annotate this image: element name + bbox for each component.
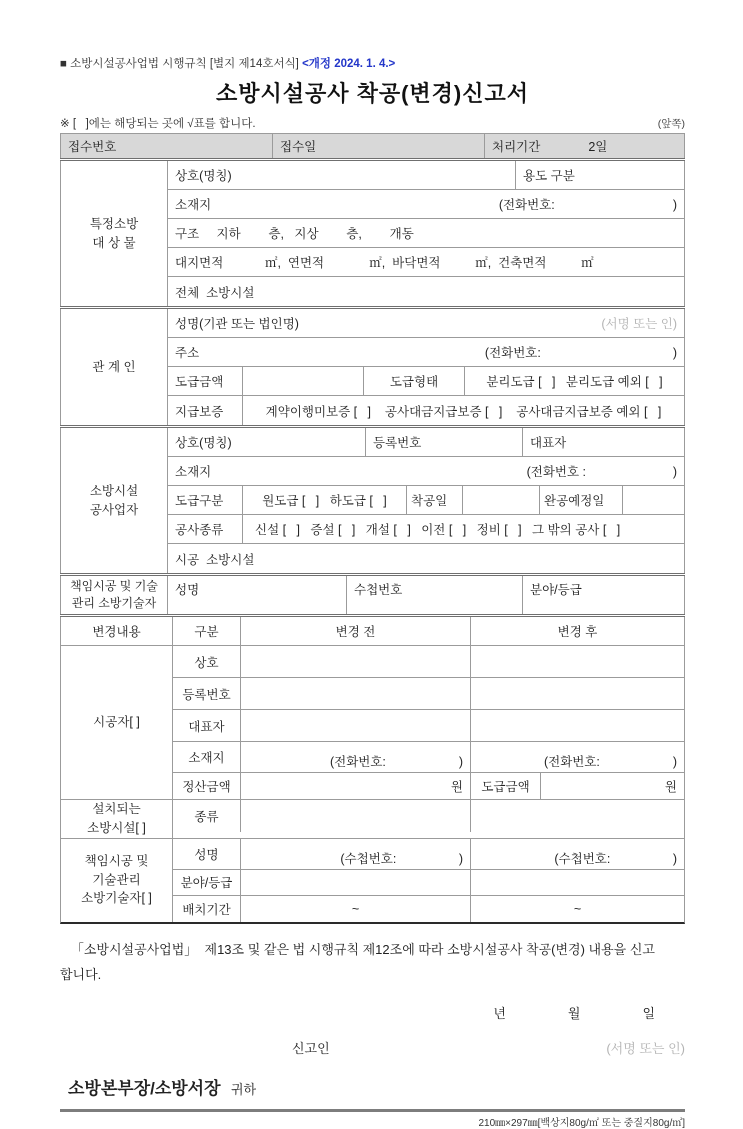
- related-person-table: [60, 309, 685, 425]
- reporter-sign-hint: (서명 또는 인): [606, 1041, 685, 1057]
- change-reg-label: 등록번호: [182, 687, 231, 702]
- builder-group-label: 시공자[ ]: [93, 715, 140, 730]
- facility-group-line1: 설치되는: [92, 802, 141, 816]
- change-contract-amount-label: 도급금액: [481, 780, 530, 794]
- contractor-company-cell: [168, 428, 366, 456]
- contractor-table: [60, 428, 685, 573]
- tech-change-group: [61, 839, 684, 922]
- recipient-title: 소방본부장/소방서장: [68, 1079, 221, 1099]
- engineer-header-line2: 관리 소방기술자: [71, 596, 157, 610]
- contract-division-cell: [168, 486, 243, 514]
- contract-division-label: 도급구분: [175, 494, 224, 508]
- change-address-cell: [173, 742, 241, 772]
- changes-header-cell: [61, 617, 173, 645]
- target-facilities-cell: [168, 277, 684, 306]
- page-side-label: (앞쪽): [657, 118, 685, 130]
- page-title: 소방시설공사 착공(변경)신고서: [215, 81, 530, 106]
- start-date-label: 착공일: [411, 494, 448, 508]
- target-property-header-line2: 대 상 물: [92, 235, 136, 250]
- owner-address-cell: [168, 338, 684, 366]
- change-contract-amount-cell: [471, 773, 541, 799]
- target-usage-cell: [516, 161, 684, 189]
- closing-statement-line2: 합니다.: [60, 966, 102, 982]
- contract-amount-cell: [168, 367, 243, 395]
- day-label: 일: [642, 1006, 655, 1022]
- contractor-reg-cell: [366, 428, 523, 456]
- target-area-cell: [168, 248, 684, 276]
- tech-name-cell: [173, 839, 241, 869]
- builder-change-group: [61, 646, 684, 800]
- payment-guarantee-label: 지급보증: [175, 404, 224, 419]
- tech-name-label: 성명: [194, 847, 219, 862]
- changes-table: [60, 617, 685, 924]
- installed-facilities-cell: [168, 544, 684, 573]
- change-ceo-label: 대표자: [188, 719, 225, 734]
- tech-grade-before: [241, 870, 471, 895]
- tilde-after: ~: [573, 901, 582, 916]
- work-type-label: 공사종류: [175, 523, 224, 537]
- tech-name-after: [471, 839, 684, 869]
- contractor-address-label: 소재지: [175, 465, 212, 479]
- start-date-cell: [407, 486, 463, 514]
- change-ceo-cell: [173, 710, 241, 741]
- contract-type-options: 분리도급 [ ] 분리도급 예외 [ ]: [486, 375, 663, 389]
- builder-group-header: [61, 646, 173, 799]
- target-property-header-line1: 특정소방: [89, 217, 139, 232]
- closing-statement-line1: 「소방시설공사업법」 제13조 및 같은 법 시행규칙 제12조에 따라 소방시설공사 착공(변경) 내용을 신고: [60, 941, 655, 957]
- target-address-label: 소재지: [175, 198, 212, 212]
- processing-period-cell: [485, 134, 684, 158]
- closing-statement: [60, 937, 685, 988]
- payment-guarantee-options: 계약이행미보증 [ ] 공사대금지급보증 [ ] 공사대금지급보증 예외 [ ]: [265, 404, 662, 419]
- payment-guarantee-options-cell: [243, 396, 684, 425]
- facility-group-line2: 소방시설[ ]: [87, 820, 146, 835]
- engineer-header: [61, 576, 168, 614]
- tech-group-line2: 기술관리: [92, 872, 141, 887]
- target-address-cell: [168, 190, 684, 218]
- change-company-after: [471, 646, 684, 677]
- contract-amount-value: [243, 367, 364, 395]
- year-label: 년: [493, 1006, 506, 1022]
- engineer-grade-cell: [523, 576, 684, 614]
- contractor-address-cell: [168, 457, 684, 485]
- contract-division-options: 원도급 [ ] 하도급 [ ]: [262, 494, 387, 508]
- contractor-ceo-label: 대표자: [530, 436, 567, 450]
- target-company-cell: [168, 161, 516, 189]
- finish-date-cell: [540, 486, 623, 514]
- receipt-date-label: 접수일: [280, 140, 317, 154]
- owner-name-label: 성명(기관 또는 법인명): [175, 317, 299, 331]
- contractor-header-line2: 공사업자: [89, 502, 139, 517]
- installed-facilities-label: 시공 소방시설: [175, 552, 255, 567]
- tech-group-line3: 소방기술자[ ]: [81, 891, 152, 906]
- change-contract-amount-after: [541, 773, 684, 799]
- revision-note: <개정 2024. 1. 4.>: [302, 58, 396, 70]
- receipt-number-label: 접수번호: [68, 140, 117, 154]
- change-phone-before-hint: (전화번호: ): [329, 755, 463, 769]
- tech-book-before-hint: (수첩번호: ): [340, 851, 463, 866]
- contractor-phone-hint: (전화번호 : ): [526, 465, 677, 479]
- date-line: [60, 1003, 685, 1022]
- receipt-date-cell: [273, 134, 485, 158]
- owner-address-label: 주소: [175, 346, 200, 360]
- tech-period-label: 배치기간: [182, 902, 231, 917]
- facility-change-group: [61, 800, 684, 839]
- contractor-ceo-cell: [523, 428, 684, 456]
- change-reg-after: [471, 678, 684, 709]
- tech-group-line1: 책임시공 및: [84, 853, 149, 868]
- change-company-label: 상호: [194, 655, 219, 670]
- target-usage-label: 용도 구분: [523, 169, 575, 183]
- work-type-options: 신설 [ ] 증설 [ ] 개설 [ ] 이전 [ ] 정비 [ ] 그 밖의 공사 [ ]: [255, 523, 621, 537]
- form-reference-note: [60, 55, 685, 71]
- contract-type-cell: [364, 367, 465, 395]
- owner-sign-hint: (서명 또는 인): [601, 317, 677, 331]
- changes-after-label: 변경 후: [557, 625, 598, 639]
- related-person-header-label: 관 계 인: [92, 359, 136, 374]
- facility-kind-before: [241, 800, 471, 832]
- facility-group-header: [61, 800, 173, 838]
- work-type-options-cell: [243, 515, 684, 543]
- processing-period-label: 처리기간: [492, 140, 541, 154]
- contract-type-label: 도급형태: [389, 375, 439, 389]
- engineer-table: [60, 576, 685, 614]
- changes-after-cell: [471, 617, 684, 645]
- target-phone-hint: (전화번호: ): [498, 198, 677, 212]
- target-structure-cell: [168, 219, 684, 247]
- contractor-company-label: 상호(명칭): [175, 436, 232, 450]
- contract-division-options-cell: [243, 486, 407, 514]
- facility-kind-cell: [173, 800, 241, 832]
- tilde-before: ~: [351, 901, 360, 916]
- recipient-suffix: 귀하: [230, 1082, 257, 1098]
- engineer-header-line1: 책임시공 및 기술: [70, 578, 158, 593]
- change-reg-cell: [173, 678, 241, 709]
- target-property-header: [61, 161, 168, 306]
- change-ceo-after: [471, 710, 684, 741]
- owner-name-cell: [168, 309, 684, 337]
- finish-date-label: 완공예정일: [544, 494, 605, 508]
- changes-category-cell: [173, 617, 241, 645]
- tech-name-before: [241, 839, 471, 869]
- paper-spec-note: 210㎜×297㎜[백상지80g/㎡ 또는 중질지80g/㎡]: [478, 1118, 685, 1129]
- changes-header-label: 변경내용: [92, 625, 141, 639]
- facility-kind-after: [471, 800, 684, 832]
- changes-category-label: 구분: [194, 625, 219, 639]
- work-type-cell: [168, 515, 243, 543]
- target-structure-label: 구조 지하 층, 지상 층, 개동: [175, 227, 414, 241]
- tech-grade-after: [471, 870, 684, 895]
- won-before-label: 원: [450, 780, 463, 794]
- start-date-value: [463, 486, 540, 514]
- contractor-header-line1: 소방시설: [89, 484, 139, 499]
- contract-type-options-cell: [465, 367, 684, 395]
- change-company-cell: [173, 646, 241, 677]
- change-address-before: [241, 742, 471, 772]
- tech-group-header: [61, 839, 173, 922]
- changes-before-cell: [241, 617, 471, 645]
- change-address-after: [471, 742, 684, 772]
- engineer-book-cell: [347, 576, 523, 614]
- bottom-rule: [60, 1109, 685, 1112]
- facility-kind-label: 종류: [194, 810, 219, 824]
- target-company-label: 상호(명칭): [175, 169, 232, 183]
- engineer-book-label: 수첩번호: [354, 583, 403, 597]
- change-reg-before: [241, 678, 471, 709]
- change-company-before: [241, 646, 471, 677]
- engineer-name-cell: [168, 576, 347, 614]
- settle-amount-before: [241, 773, 471, 799]
- reporter-label: 신고인: [292, 1041, 330, 1057]
- tech-period-before: [241, 896, 471, 922]
- owner-phone-hint: (전화번호: ): [484, 346, 677, 360]
- processing-period-value: 2일: [588, 140, 608, 154]
- finish-date-value: [623, 486, 684, 514]
- change-phone-after-hint: (전화번호: ): [543, 755, 677, 769]
- tech-period-after: [471, 896, 684, 922]
- tech-grade-cell: [173, 870, 241, 895]
- contractor-reg-label: 등록번호: [373, 436, 422, 450]
- target-property-table: [60, 161, 685, 306]
- form-reference-text: ■ 소방시설공사업법 시행규칙 [별지 제14호서식]: [60, 58, 299, 70]
- tech-book-after-hint: (수첩번호: ): [554, 851, 677, 866]
- contract-amount-label: 도급금액: [175, 375, 224, 389]
- receipt-number-cell: [61, 134, 273, 158]
- won-after-label: 원: [664, 780, 677, 794]
- receipt-strip: [60, 133, 685, 158]
- contractor-header: [61, 428, 168, 573]
- tech-grade-label: 분야/등급: [180, 876, 233, 890]
- recipient-line: [68, 1074, 685, 1099]
- change-address-label: 소재지: [188, 751, 225, 765]
- engineer-name-label: 성명: [175, 583, 200, 597]
- reporter-line: [60, 1038, 685, 1057]
- month-label: 월: [567, 1006, 581, 1022]
- change-ceo-before: [241, 710, 471, 741]
- settle-amount-cell: [173, 773, 241, 799]
- tech-period-cell: [173, 896, 241, 922]
- checkbox-instruction: ※ [ ]에는 해당되는 곳에 √표를 합니다.: [60, 118, 256, 130]
- settle-amount-label: 정산금액: [182, 780, 231, 794]
- target-area-label: 대지면적 ㎡, 연면적 ㎡, 바닥면적 ㎡, 건축면적 ㎡: [175, 256, 594, 270]
- payment-guarantee-cell: [168, 396, 243, 425]
- engineer-grade-label: 분야/등급: [530, 583, 582, 597]
- target-facilities-label: 전체 소방시설: [175, 285, 255, 300]
- changes-before-label: 변경 전: [335, 625, 376, 639]
- related-person-header: [61, 309, 168, 425]
